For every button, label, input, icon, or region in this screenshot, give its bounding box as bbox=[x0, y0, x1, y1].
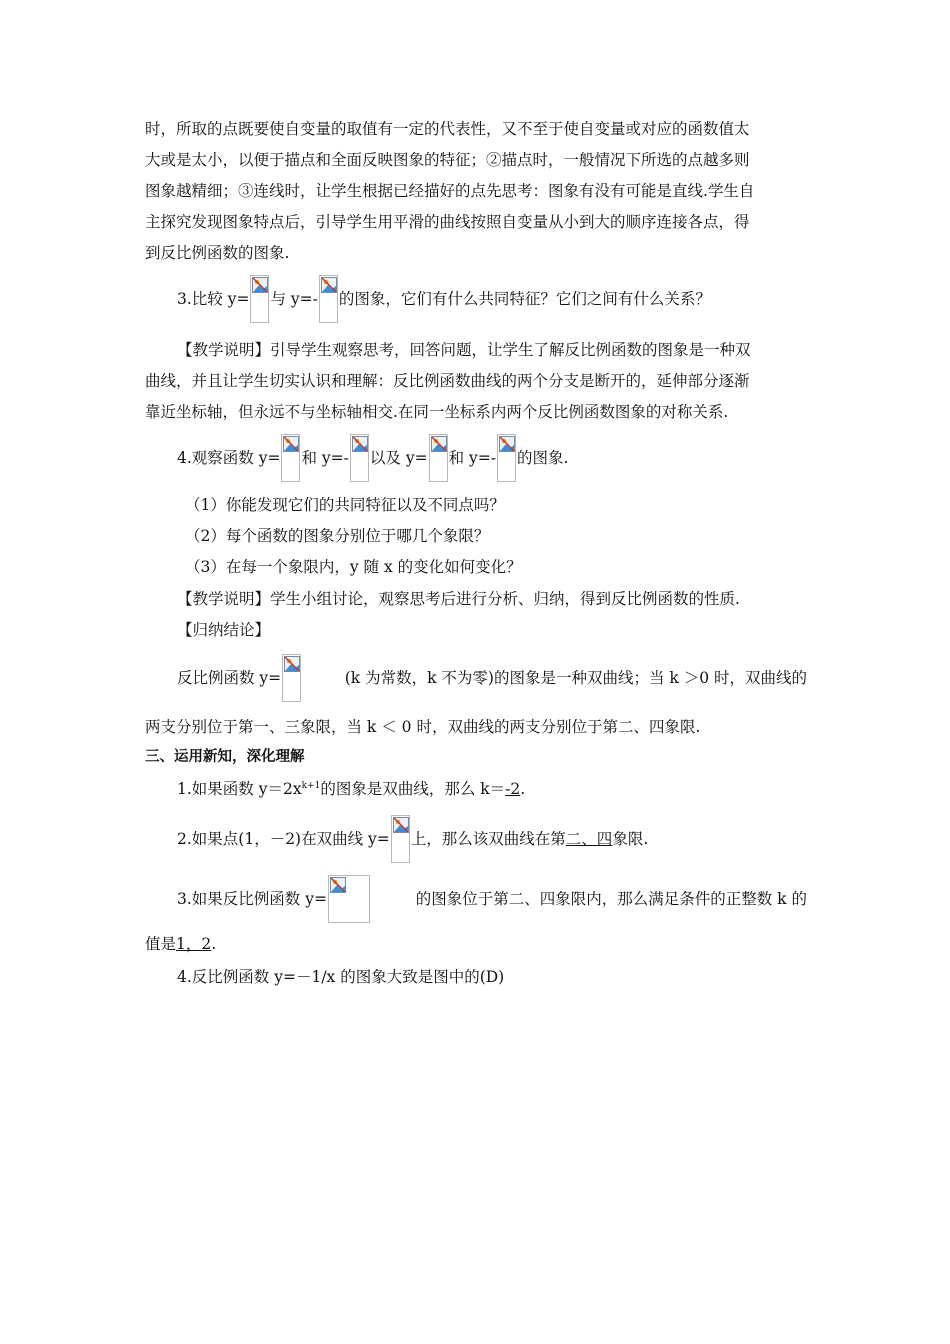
text: 到反比例函数的图象. bbox=[145, 244, 290, 262]
teaching-note bbox=[177, 588, 807, 610]
sub-question-2 bbox=[185, 525, 807, 547]
text: 【教学说明】引导学生观察思考，回答问题，让学生了解反比例函数的图象是一种双 bbox=[177, 341, 751, 359]
text: 4.反比例函数 y=－1/x 的图象大致是图中的(D) bbox=[177, 968, 505, 986]
text: （2）每个函数的图象分别位于哪几个象限？ bbox=[185, 527, 490, 545]
broken-image-icon bbox=[250, 275, 269, 323]
question-3 bbox=[177, 275, 807, 323]
text-line bbox=[177, 339, 807, 361]
text-line bbox=[145, 242, 807, 264]
exponent: k+1 bbox=[301, 781, 321, 791]
text: 1.如果函数 y＝2x bbox=[177, 780, 302, 798]
text: 4.观察函数 y= bbox=[177, 449, 281, 467]
text: 图象越精细；③连线时，让学生根据已经描好的点先思考：图象有没有可能是直线.学生自 bbox=[145, 182, 755, 200]
text: 和 y=- bbox=[448, 449, 496, 467]
section-heading bbox=[145, 746, 807, 768]
text: . bbox=[520, 780, 526, 798]
answer: 二、四 bbox=[565, 830, 613, 848]
text: 的图象是双曲线，那么 k＝ bbox=[320, 780, 506, 798]
question-4 bbox=[177, 434, 807, 482]
text: 大或是太小，以便于描点和全面反映图象的特征；②描点时，一般情况下所选的点越多则 bbox=[145, 151, 750, 169]
text: 值是 bbox=[145, 935, 177, 953]
broken-image-icon bbox=[282, 654, 301, 702]
broken-image-icon bbox=[328, 875, 370, 923]
conclusion-heading bbox=[177, 619, 807, 641]
exercise-3 bbox=[177, 875, 807, 923]
text: 【教学说明】学生小组讨论，观察思考后进行分析、归纳，得到反比例函数的性质. bbox=[177, 590, 740, 608]
text: 以及 y= bbox=[369, 449, 428, 467]
exercise-4 bbox=[177, 966, 807, 988]
text: 与 y=- bbox=[270, 290, 318, 308]
text: 两支分别位于第一、三象限，当 k ＜ 0 时，双曲线的两支分别位于第二、四象限. bbox=[145, 718, 701, 736]
text-line bbox=[145, 211, 807, 233]
answer: 1，2 bbox=[176, 935, 212, 953]
text: 曲线，并且让学生切实认识和理解：反比例函数曲线的两个分支是断开的，延伸部分逐渐 bbox=[145, 372, 750, 390]
broken-image-icon bbox=[350, 434, 369, 482]
broken-image-icon bbox=[391, 815, 410, 863]
text: 象限. bbox=[612, 830, 649, 848]
broken-image-icon bbox=[319, 275, 338, 323]
exercise-2 bbox=[177, 815, 807, 863]
text: （3）在每一个象限内，y 随 x 的变化如何变化？ bbox=[185, 558, 522, 576]
text: 的图象位于第二、四象限内，那么满足条件的正整数 k 的 bbox=[415, 890, 807, 908]
broken-image-icon bbox=[281, 434, 300, 482]
broken-image-icon bbox=[429, 434, 448, 482]
text: 的图象，它们有什么共同特征？它们之间有什么关系？ bbox=[338, 290, 711, 308]
text-line bbox=[145, 180, 807, 202]
sub-question-3 bbox=[185, 556, 807, 578]
text: 2.如果点(1，－2)在双曲线 y= bbox=[177, 830, 390, 848]
exercise-1 bbox=[177, 778, 807, 800]
text: 的图象. bbox=[516, 449, 569, 467]
text: （1）你能发现它们的共同特征以及不同点吗？ bbox=[185, 496, 505, 514]
text: 3.比较 y= bbox=[177, 290, 250, 308]
text: 三、运用新知，深化理解 bbox=[145, 749, 305, 765]
text: 和 y=- bbox=[301, 449, 349, 467]
text-line bbox=[145, 370, 807, 392]
text-line bbox=[145, 149, 807, 171]
answer: -2 bbox=[505, 780, 521, 798]
text-line bbox=[145, 933, 807, 955]
text: 上，那么该双曲线在第 bbox=[410, 830, 566, 848]
text: (k 为常数，k 不为零)的图象是一种双曲线；当 k ＞0 时，双曲线的 bbox=[344, 669, 807, 687]
text: . bbox=[211, 935, 217, 953]
broken-image-icon bbox=[497, 434, 516, 482]
sub-question-1 bbox=[185, 494, 807, 516]
text: 【归纳结论】 bbox=[177, 621, 271, 639]
text-line bbox=[145, 716, 807, 738]
text: 靠近坐标轴，但永远不与坐标轴相交.在同一坐标系内两个反比例函数图象的对称关系. bbox=[145, 403, 729, 421]
text: 反比例函数 y= bbox=[177, 669, 282, 687]
text: 时，所取的点既要使自变量的取值有一定的代表性，又不至于使自变量或对应的函数值太 bbox=[145, 120, 750, 138]
text-line bbox=[145, 401, 807, 423]
text-line bbox=[145, 118, 807, 140]
text: 3.如果反比例函数 y= bbox=[177, 890, 327, 908]
text: 主探究发现图象特点后，引导学生用平滑的曲线按照自变量从小到大的顺序连接各点，得 bbox=[145, 213, 750, 231]
conclusion-line bbox=[177, 654, 807, 702]
